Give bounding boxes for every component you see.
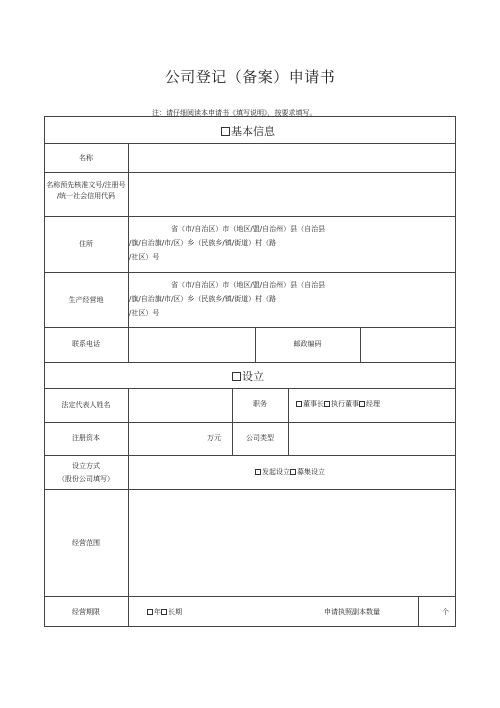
postcode-field[interactable] bbox=[361, 328, 455, 362]
prenumber-field[interactable] bbox=[129, 173, 455, 216]
residence-address-line3: /社区）号 bbox=[129, 253, 160, 261]
section-establish: 设立 bbox=[232, 368, 264, 384]
position-checkbox-manager[interactable] bbox=[359, 401, 365, 407]
document-title: 公司登记（备案）申请书 bbox=[164, 68, 336, 86]
method-options: 发起设立 募集设立 bbox=[255, 468, 325, 477]
term-checkbox-long-term[interactable] bbox=[161, 609, 167, 615]
position-options: 董事长 执行董事 经理 bbox=[296, 400, 380, 409]
column-divider bbox=[418, 596, 419, 627]
phone-field[interactable] bbox=[129, 328, 254, 362]
row-divider bbox=[44, 272, 456, 273]
row-divider bbox=[44, 362, 456, 363]
label-business-address: 生产经营地 bbox=[68, 296, 104, 304]
capital-unit: 万元 bbox=[207, 434, 221, 442]
term-checkbox-years[interactable] bbox=[147, 609, 153, 615]
residence-address-line2: /旗/自治旗/市/区）乡（民族乡/镇/街道）村（路 bbox=[129, 239, 277, 247]
section-checkbox[interactable] bbox=[232, 372, 241, 381]
business-address-line2: /旗/自治旗/市/区）乡（民族乡/镇/街道）村（路 bbox=[129, 295, 277, 303]
label-method-line2: （股份公司填写） bbox=[58, 475, 114, 483]
position-checkbox-executive-director[interactable] bbox=[324, 401, 330, 407]
method-checkbox-promotion[interactable] bbox=[255, 469, 261, 475]
label-name: 名称 bbox=[79, 154, 93, 162]
capital-field[interactable] bbox=[129, 423, 204, 455]
label-legal-representative: 法定代表人姓名 bbox=[61, 401, 111, 409]
label-registered-capital: 注册资本 bbox=[72, 434, 100, 442]
label-postcode: 邮政编码 bbox=[293, 340, 322, 348]
name-field[interactable] bbox=[129, 144, 455, 172]
company-type-field[interactable] bbox=[289, 423, 455, 455]
row-divider bbox=[44, 596, 456, 597]
row-divider bbox=[44, 455, 456, 456]
section-checkbox[interactable] bbox=[221, 127, 230, 136]
fill-instruction-note: 注：请仔细阅读本申请书《填写说明》，按要求填写。 bbox=[152, 109, 317, 117]
business-address-line3: /社区）号 bbox=[129, 309, 160, 317]
term-options: 年 长期 bbox=[147, 608, 182, 617]
residence-address-line1: 省（市/自治区）市（地区/盟/自治州）县（自治县 bbox=[171, 225, 326, 233]
label-business-scope: 经营范围 bbox=[72, 539, 100, 547]
label-method-line1: 设立方式 bbox=[72, 462, 100, 470]
label-position: 职务 bbox=[253, 400, 267, 408]
legal-representative-field[interactable] bbox=[129, 389, 231, 422]
method-checkbox-subscription[interactable] bbox=[290, 469, 296, 475]
label-company-type: 公司类型 bbox=[246, 434, 274, 442]
row-divider bbox=[44, 216, 456, 217]
label-business-term: 经营期限 bbox=[72, 608, 100, 616]
section-basic-info: 基本信息 bbox=[221, 123, 275, 139]
business-address-line1: 省（市/自治区）市（地区/盟/自治州）县（自治县 bbox=[171, 281, 326, 289]
copies-unit: 个 bbox=[442, 608, 449, 616]
label-residence: 住所 bbox=[79, 240, 93, 248]
row-divider bbox=[44, 388, 456, 389]
label-phone: 联系电话 bbox=[72, 340, 100, 348]
business-scope-field[interactable] bbox=[129, 490, 455, 596]
label-prenumber-line2: /统一社会信用代码 bbox=[56, 192, 116, 200]
column-divider bbox=[232, 388, 233, 455]
position-checkbox-chairman[interactable] bbox=[296, 401, 302, 407]
label-license-copies: 申请执照副本数量 bbox=[324, 608, 380, 616]
label-prenumber-line1: 名称预先核准文号/注册号 bbox=[46, 181, 126, 189]
